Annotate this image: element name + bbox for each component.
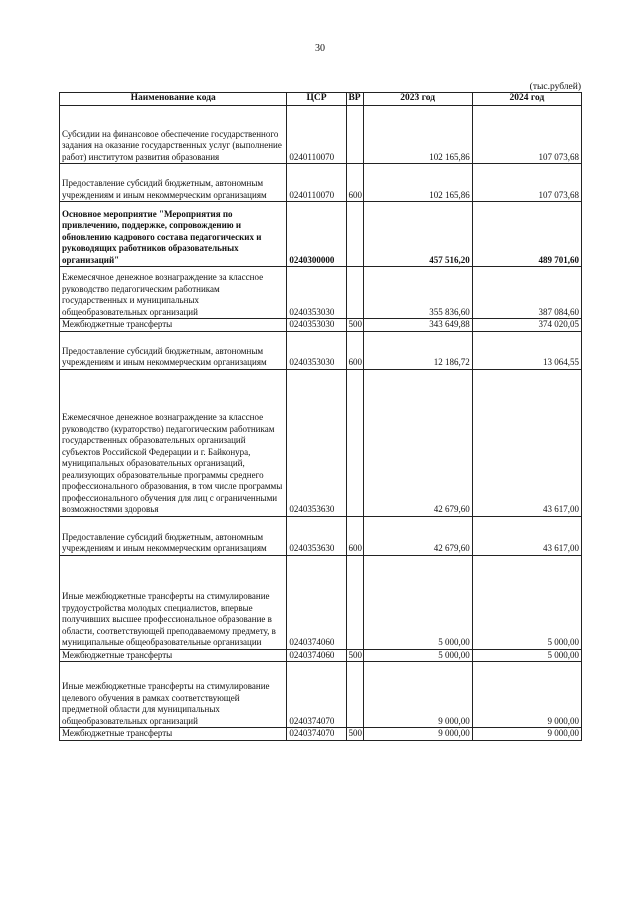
row-name: Межбюджетные трансферты <box>60 649 287 662</box>
row-name: Предоставление субсидий бюджетным, автономным учреждениям и иным некоммерческим организациям <box>60 331 287 369</box>
row-value-2023: 42 679,60 <box>363 516 472 555</box>
row-value-2023: 12 186,72 <box>363 331 472 369</box>
row-value-2023: 343 649,88 <box>363 319 472 332</box>
table-row <box>60 164 582 202</box>
header-name: Наименование кода <box>60 93 287 106</box>
header-year-2023: 2023 год <box>363 93 472 106</box>
row-vr: 500 <box>346 728 363 741</box>
table-row <box>60 649 582 662</box>
row-value-2023: 102 165,86 <box>363 106 472 164</box>
row-vr <box>346 369 363 516</box>
row-vr <box>346 267 363 319</box>
row-value-2024: 5 000,00 <box>472 649 581 662</box>
table-row <box>60 555 582 649</box>
row-vr <box>346 202 363 267</box>
table-body <box>60 106 582 741</box>
row-name: Предоставление субсидий бюджетным, автономным учреждениям и иным некоммерческим организациям <box>60 164 287 202</box>
row-value-2023: 5 000,00 <box>363 649 472 662</box>
header-csr: ЦСР <box>287 93 346 106</box>
table-header-row <box>60 93 582 106</box>
row-vr <box>346 106 363 164</box>
row-csr: 0240374060 <box>287 649 346 662</box>
row-name: Иные межбюджетные трансферты на стимулирование целевого обучения в рамках соответствующей предметной области для муниципальных общеобразовательных организаций <box>60 662 287 728</box>
row-value-2024: 43 617,00 <box>472 516 581 555</box>
row-vr: 500 <box>346 319 363 332</box>
row-name: Иные межбюджетные трансферты на стимулирование трудоустройства молодых специалистов, впервые получивших высшее профессиональное образование в области, соответствующей преподаваемому предмету, в муниципальные общеобразовательные организации <box>60 555 287 649</box>
row-csr: 0240374070 <box>287 662 346 728</box>
row-csr: 0240353630 <box>287 516 346 555</box>
row-value-2024: 43 617,00 <box>472 369 581 516</box>
row-value-2024: 374 020,05 <box>472 319 581 332</box>
table-row <box>60 202 582 267</box>
row-vr <box>346 555 363 649</box>
row-csr: 0240374070 <box>287 728 346 741</box>
row-name: Ежемесячное денежное вознаграждение за классное руководство педагогическим работникам государственных и муниципальных общеобразовательных организаций <box>60 267 287 319</box>
row-value-2024: 9 000,00 <box>472 728 581 741</box>
row-csr: 0240110070 <box>287 164 346 202</box>
row-csr: 0240353030 <box>287 331 346 369</box>
table-row <box>60 662 582 728</box>
row-value-2024: 13 064,55 <box>472 331 581 369</box>
row-name: Основное мероприятие "Мероприятия по привлечению, поддержке, сопровождению и обновлению кадрового состава педагогических и руководящих работников образовательных организаций" <box>60 202 287 267</box>
row-value-2024: 107 073,68 <box>472 106 581 164</box>
budget-table <box>59 92 582 741</box>
header-vr: ВР <box>346 93 363 106</box>
row-name: Субсидии на финансовое обеспечение государственного задания на оказание государственных услуг (выполнение работ) институтом развития образования <box>60 106 287 164</box>
table-row <box>60 319 582 332</box>
units-label: (тыс.рублей) <box>529 82 581 92</box>
header-year-2024: 2024 год <box>472 93 581 106</box>
table-row <box>60 728 582 741</box>
row-value-2024: 9 000,00 <box>472 662 581 728</box>
row-value-2023: 102 165,86 <box>363 164 472 202</box>
row-vr: 600 <box>346 331 363 369</box>
row-vr: 600 <box>346 164 363 202</box>
row-value-2023: 355 836,60 <box>363 267 472 319</box>
row-value-2023: 9 000,00 <box>363 728 472 741</box>
row-value-2024: 387 084,60 <box>472 267 581 319</box>
table-row <box>60 369 582 516</box>
row-csr: 0240353030 <box>287 319 346 332</box>
row-name: Предоставление субсидий бюджетным, автономным учреждениям и иным некоммерческим организациям <box>60 516 287 555</box>
row-vr: 600 <box>346 516 363 555</box>
row-csr: 0240353630 <box>287 369 346 516</box>
page-number: 30 <box>315 43 325 54</box>
row-vr <box>346 662 363 728</box>
table-row <box>60 106 582 164</box>
table-row <box>60 267 582 319</box>
row-name: Межбюджетные трансферты <box>60 728 287 741</box>
row-value-2024: 107 073,68 <box>472 164 581 202</box>
row-csr: 0240353030 <box>287 267 346 319</box>
row-name: Межбюджетные трансферты <box>60 319 287 332</box>
row-csr: 0240110070 <box>287 106 346 164</box>
table-row <box>60 331 582 369</box>
row-vr: 500 <box>346 649 363 662</box>
row-value-2023: 42 679,60 <box>363 369 472 516</box>
row-value-2023: 457 516,20 <box>363 202 472 267</box>
row-value-2024: 489 701,60 <box>472 202 581 267</box>
row-value-2023: 9 000,00 <box>363 662 472 728</box>
row-value-2024: 5 000,00 <box>472 555 581 649</box>
row-csr: 0240374060 <box>287 555 346 649</box>
table-row <box>60 516 582 555</box>
row-csr: 0240300000 <box>287 202 346 267</box>
row-name: Ежемесячное денежное вознаграждение за классное руководство (кураторство) педагогическим работникам государственных образовательных организаций субъектов Российской Федерации и г. Байконура, муниципальных образовательных организаций, реализующих образовательные программы среднего профессионального образования, в том числе программы профессионального обучения для лиц с ограниченными возможностями здоровья <box>60 369 287 516</box>
row-value-2023: 5 000,00 <box>363 555 472 649</box>
